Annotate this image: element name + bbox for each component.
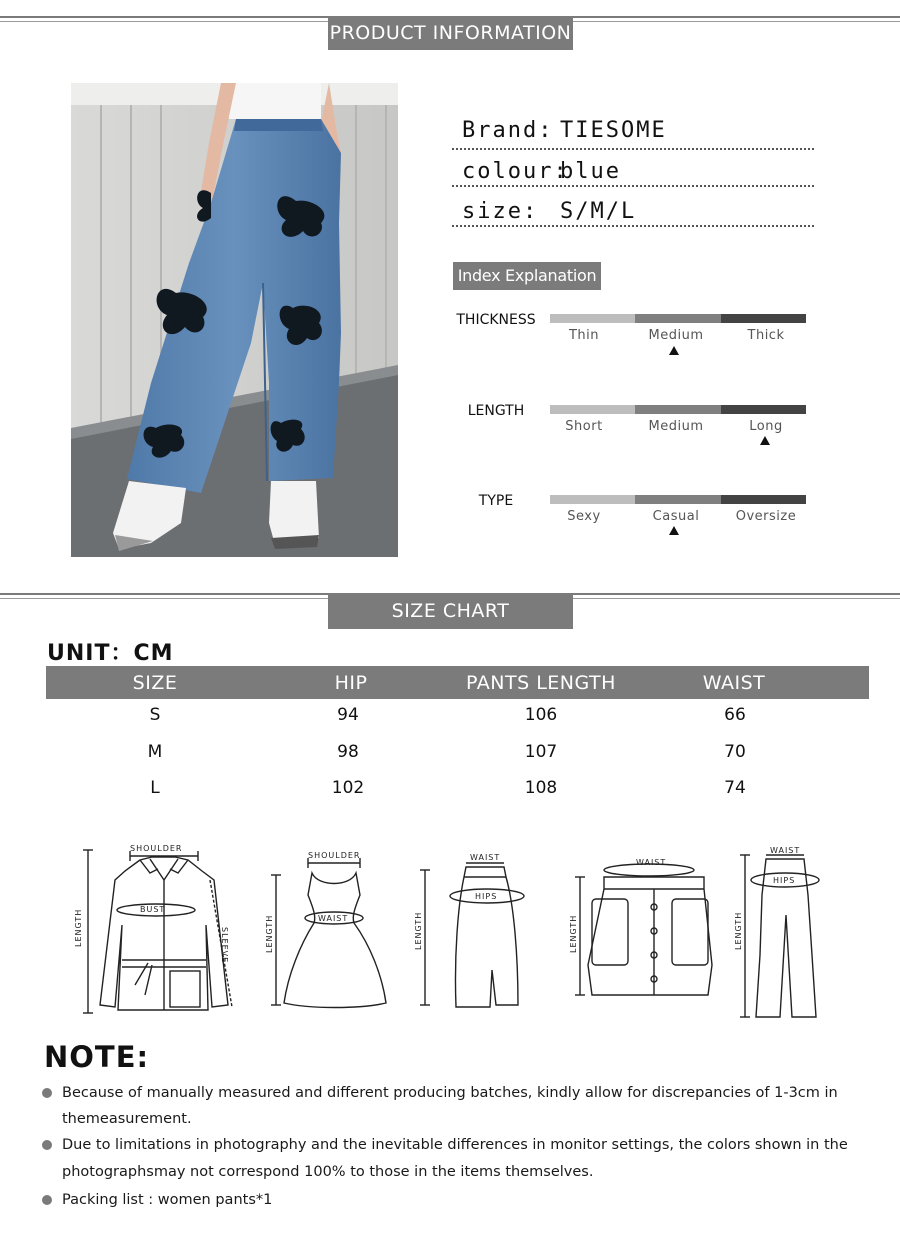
product-information-title: PRODUCT INFORMATION <box>328 16 573 50</box>
length-bar <box>550 405 806 414</box>
brand-label: Brand: <box>462 118 554 143</box>
note-line: Because of manually measured and different producing batches, kindly allow for discrepancies of 1-3cm in <box>62 1085 838 1101</box>
pants-hips-label: HIPS <box>773 876 796 885</box>
length-label: LENGTH <box>467 403 525 419</box>
cell-waist: 66 <box>724 705 746 725</box>
skirt-waist-label: WAIST <box>470 853 501 862</box>
dress-waist-label: WAIST <box>318 914 349 923</box>
cell-waist: 74 <box>724 778 746 798</box>
thickness-option-thick: Thick <box>747 328 785 343</box>
size-row <box>462 199 636 224</box>
brand-divider <box>452 148 814 150</box>
note-line: photographsmay not correspond 100% to those in the items themselves. <box>62 1164 594 1180</box>
col-waist: WAIST <box>702 672 766 694</box>
cell-size: L <box>150 778 160 798</box>
skirt-diagram <box>420 863 524 1007</box>
length-option-medium: Medium <box>648 419 704 434</box>
size-chart-title: SIZE CHART <box>328 593 573 629</box>
colour-divider <box>452 185 814 187</box>
length-option-long: Long <box>749 419 783 434</box>
unit-label: UNIT：CM <box>47 641 174 666</box>
note-bullet <box>42 1140 52 1150</box>
cell-waist: 70 <box>724 742 746 762</box>
brand-value: TIESOME <box>560 118 667 143</box>
note-line: Due to limitations in photography and the inevitable differences in monitor settings, the colors shown in the <box>62 1137 848 1153</box>
shorts-length-label: LENGTH <box>569 914 578 953</box>
index-explanation-title: Index Explanation <box>453 262 601 290</box>
note-title: NOTE: <box>44 1040 150 1074</box>
thickness-option-medium: Medium <box>648 328 704 343</box>
size-value: S/M/L <box>560 199 637 224</box>
thickness-label: THICKNESS <box>456 312 536 328</box>
col-pants-length: PANTS LENGTH <box>466 672 616 694</box>
thickness-option-thin: Thin <box>568 328 600 343</box>
length-option-short: Short <box>565 419 603 434</box>
measurement-diagrams <box>0 835 900 1030</box>
skirt-length-label: LENGTH <box>414 911 423 950</box>
jacket-sleeve-label: SLEEVE <box>220 927 229 964</box>
cell-pants-length: 108 <box>524 778 558 798</box>
colour-row <box>462 159 621 184</box>
dress-length-label: LENGTH <box>265 914 274 953</box>
cell-size: S <box>149 705 161 725</box>
jacket-bust-label: BUST <box>140 905 166 914</box>
cell-pants-length: 106 <box>524 705 558 725</box>
cell-hip: 98 <box>337 742 359 762</box>
thickness-selected-marker <box>669 346 679 355</box>
pants-length-label: LENGTH <box>734 911 743 950</box>
note-line: Packing list : women pants*1 <box>62 1192 273 1208</box>
cell-pants-length: 107 <box>524 742 558 762</box>
colour-value: blue <box>560 159 621 184</box>
jacket-diagram <box>83 850 232 1013</box>
type-option-sexy: Sexy <box>567 509 601 524</box>
thickness-bar <box>550 314 806 323</box>
colour-label: colour: <box>462 159 569 184</box>
note-line: themeasurement. <box>62 1111 192 1127</box>
shorts-waist-label: WAIST <box>636 858 667 867</box>
size-table-header <box>46 666 869 699</box>
product-photo <box>71 83 398 557</box>
size-divider <box>452 225 814 227</box>
note-bullet <box>42 1195 52 1205</box>
dress-diagram <box>271 858 386 1008</box>
type-bar <box>550 495 806 504</box>
size-label: size: <box>462 199 539 224</box>
type-selected-marker <box>669 526 679 535</box>
note-bullet <box>42 1088 52 1098</box>
col-size: SIZE <box>132 672 178 694</box>
shorts-diagram <box>575 864 712 995</box>
type-option-oversize: Oversize <box>735 509 797 524</box>
col-hip: HIP <box>334 672 368 694</box>
cell-hip: 94 <box>337 705 359 725</box>
jacket-length-label: LENGTH <box>74 908 83 947</box>
cell-hip: 102 <box>331 778 365 798</box>
brand-row <box>462 118 667 143</box>
length-selected-marker <box>760 436 770 445</box>
type-option-casual: Casual <box>652 509 700 524</box>
cell-size: M <box>147 742 163 762</box>
jacket-shoulder-label: SHOULDER <box>130 844 183 853</box>
pants-waist-label: WAIST <box>770 846 801 855</box>
skirt-hips-label: HIPS <box>475 892 498 901</box>
type-label: TYPE <box>478 493 514 509</box>
dress-shoulder-label: SHOULDER <box>308 851 361 860</box>
